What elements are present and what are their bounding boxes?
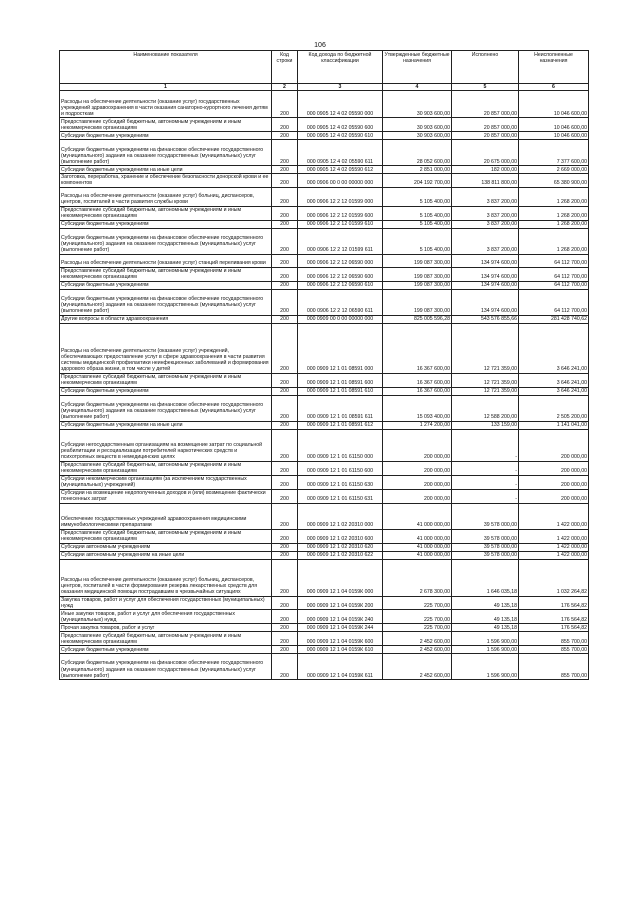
cell-remaining: 176 564,82 <box>519 596 589 609</box>
cell-executed: 3 837 200,00 <box>452 228 519 254</box>
cell-budget-code: 000 0909 12 1 01 61150 631 <box>298 489 383 503</box>
cell-line-code: 200 <box>272 187 298 206</box>
cell-executed: 1 596 900,00 <box>452 632 519 646</box>
cell-remaining: 1 422 000,00 <box>519 543 589 551</box>
cell-approved: 30 903 600,00 <box>383 118 452 132</box>
cell-budget-code: 000 0909 12 1 02 20310 622 <box>298 551 383 559</box>
cell-approved: 2 678 300,00 <box>383 559 452 596</box>
cell-remaining: 200 000,00 <box>519 461 589 475</box>
table-row <box>60 429 589 461</box>
budget-execution-table <box>59 50 589 680</box>
cell-budget-code: 000 0905 12 4 02 05590 610 <box>298 132 383 140</box>
cell-indicator-name: Субсидии бюджетным учреждениям <box>60 387 272 395</box>
cell-budget-code: 000 0909 12 1 04 0159К 600 <box>298 632 383 646</box>
cell-budget-code: 000 0906 12 2 12 06590 600 <box>298 267 383 281</box>
cell-indicator-name: Субсидии бюджетным учреждениям на иные цели <box>60 421 272 429</box>
cell-budget-code: 000 0909 12 1 01 08591 600 <box>298 373 383 387</box>
cell-approved: 200 000,00 <box>383 429 452 461</box>
cell-budget-code: 000 0909 12 1 01 61150 600 <box>298 461 383 475</box>
table-row <box>60 503 589 529</box>
cell-executed: - <box>452 461 519 475</box>
cell-indicator-name: Субсидии бюджетным учреждениям на финансовое обеспечение государственного (муниципального) задания на оказание государственных (муниципальных) услуг (выполнение работ) <box>60 289 272 315</box>
cell-budget-code: 000 0909 12 1 02 20310 000 <box>298 503 383 529</box>
cell-budget-code: 000 0909 12 1 02 20310 620 <box>298 543 383 551</box>
cell-executed: 1 646 035,18 <box>452 559 519 596</box>
cell-remaining: 200 000,00 <box>519 489 589 503</box>
cell-line-code: 200 <box>272 174 298 187</box>
cell-line-code: 200 <box>272 489 298 503</box>
column-number: 3 <box>298 84 383 91</box>
cell-executed: 133 159,00 <box>452 421 519 429</box>
cell-remaining: 10 046 600,00 <box>519 118 589 132</box>
cell-budget-code: 000 0909 12 1 02 20310 600 <box>298 529 383 543</box>
cell-executed: 49 135,18 <box>452 596 519 609</box>
table-row <box>60 323 589 373</box>
table-row <box>60 654 589 680</box>
cell-executed: - <box>452 429 519 461</box>
table-row <box>60 529 589 543</box>
cell-executed: 39 578 000,00 <box>452 529 519 543</box>
header-budget-code: Код дохода по бюджетной классификации <box>298 51 383 84</box>
cell-budget-code: 000 0909 12 1 01 08591 000 <box>298 323 383 373</box>
cell-remaining: 176 564,82 <box>519 610 589 624</box>
cell-indicator-name: Субсидии бюджетным учреждениям на финансовое обеспечение государственного (муниципального) задания на оказание государственных (муниципальных) услуг (выполнение работ) <box>60 140 272 166</box>
cell-budget-code: 000 0906 12 2 12 06590 611 <box>298 289 383 315</box>
table-row <box>60 118 589 132</box>
cell-budget-code: 000 0905 12 4 02 05590 600 <box>298 118 383 132</box>
cell-budget-code: 000 0906 12 2 12 01599 611 <box>298 228 383 254</box>
cell-approved: 199 087 300,00 <box>383 289 452 315</box>
cell-line-code: 200 <box>272 624 298 632</box>
cell-approved: 200 000,00 <box>383 461 452 475</box>
cell-approved: 41 000 000,00 <box>383 551 452 559</box>
cell-remaining: 200 000,00 <box>519 429 589 461</box>
table-row <box>60 632 589 646</box>
cell-approved: 16 367 600,00 <box>383 323 452 373</box>
cell-indicator-name: Предоставление субсидий бюджетным, автономным учреждениям и иным некоммерческим организациям <box>60 267 272 281</box>
cell-indicator-name: Прочая закупка товаров, работ и услуг <box>60 624 272 632</box>
cell-indicator-name: Субсидии бюджетным учреждениям на иные цели <box>60 166 272 174</box>
cell-remaining: 10 046 600,00 <box>519 91 589 118</box>
table-row <box>60 91 589 118</box>
cell-executed: 39 578 000,00 <box>452 551 519 559</box>
cell-remaining: 176 564,82 <box>519 624 589 632</box>
cell-indicator-name: Субсидии бюджетным учреждениям <box>60 281 272 289</box>
cell-budget-code: 000 0906 12 2 12 01599 610 <box>298 220 383 228</box>
cell-approved: 30 903 600,00 <box>383 132 452 140</box>
cell-line-code: 200 <box>272 654 298 680</box>
cell-executed: 3 837 200,00 <box>452 220 519 228</box>
table-row <box>60 559 589 596</box>
cell-line-code: 200 <box>272 610 298 624</box>
cell-line-code: 200 <box>272 395 298 421</box>
cell-remaining: 1 422 000,00 <box>519 551 589 559</box>
cell-indicator-name: Расходы на обеспечение деятельности (оказание услуг) станций переливания крови <box>60 254 272 267</box>
cell-approved: 15 093 400,00 <box>383 395 452 421</box>
cell-indicator-name: Иные закупки товаров, работ и услуг для обеспечения государственных (муниципальных) нужд <box>60 610 272 624</box>
cell-line-code: 200 <box>272 267 298 281</box>
cell-budget-code: 000 0906 12 2 12 01599 000 <box>298 187 383 206</box>
cell-approved: 16 367 600,00 <box>383 373 452 387</box>
cell-executed: - <box>452 489 519 503</box>
cell-line-code: 200 <box>272 551 298 559</box>
cell-executed: 20 675 000,00 <box>452 140 519 166</box>
column-number-row <box>60 84 589 91</box>
cell-remaining: 1 268 200,00 <box>519 228 589 254</box>
cell-line-code: 200 <box>272 118 298 132</box>
cell-indicator-name: Предоставление субсидий бюджетным, автономным учреждениям и иным некоммерческим организациям <box>60 529 272 543</box>
cell-executed: 543 576 855,66 <box>452 315 519 323</box>
cell-approved: 204 192 700,00 <box>383 174 452 187</box>
table-row <box>60 187 589 206</box>
cell-budget-code: 000 0909 00 0 00 00000 000 <box>298 315 383 323</box>
cell-executed: 3 837 200,00 <box>452 187 519 206</box>
cell-executed: 134 974 600,00 <box>452 254 519 267</box>
cell-approved: 2 452 600,00 <box>383 654 452 680</box>
cell-budget-code: 000 0909 12 1 04 0159К 240 <box>298 610 383 624</box>
cell-executed: 20 857 000,00 <box>452 118 519 132</box>
cell-line-code: 200 <box>272 387 298 395</box>
cell-indicator-name: Предоставление субсидий бюджетным, автономным учреждениям и иным некоммерческим организациям <box>60 461 272 475</box>
cell-executed: 12 721 359,00 <box>452 387 519 395</box>
cell-executed: 49 135,18 <box>452 610 519 624</box>
cell-approved: 199 087 300,00 <box>383 281 452 289</box>
table-row <box>60 610 589 624</box>
cell-line-code: 200 <box>272 421 298 429</box>
column-number: 5 <box>452 84 519 91</box>
cell-remaining: 1 032 264,82 <box>519 559 589 596</box>
cell-approved: 2 452 600,00 <box>383 646 452 654</box>
cell-executed: 20 857 000,00 <box>452 91 519 118</box>
cell-remaining: 64 112 700,00 <box>519 254 589 267</box>
cell-executed: 134 974 600,00 <box>452 289 519 315</box>
cell-line-code: 200 <box>272 323 298 373</box>
cell-budget-code: 000 0909 12 1 01 61150 000 <box>298 429 383 461</box>
cell-remaining: 2 669 000,00 <box>519 166 589 174</box>
cell-approved: 200 000,00 <box>383 489 452 503</box>
cell-line-code: 200 <box>272 559 298 596</box>
cell-executed: 134 974 600,00 <box>452 267 519 281</box>
cell-budget-code: 000 0906 12 2 12 06590 610 <box>298 281 383 289</box>
header-indicator-name: Наименование показателя <box>60 51 272 84</box>
cell-indicator-name: Расходы на обеспечение деятельности (оказание услуг) больниц, диспансеров, центров, госпиталей в части развития службы крови <box>60 187 272 206</box>
cell-line-code: 200 <box>272 315 298 323</box>
cell-remaining: 1 422 000,00 <box>519 503 589 529</box>
cell-indicator-name: Субсидии бюджетным учреждениям <box>60 132 272 140</box>
cell-remaining: 1 422 000,00 <box>519 529 589 543</box>
cell-indicator-name: Расходы на обеспечение деятельности (оказание услуг) больниц, диспансеров, центров, госпиталей в части формирования резерва лекарственных средств для оказания медицинской помощи пострадавшим в чрезвычайных ситуациях <box>60 559 272 596</box>
cell-remaining: 64 112 700,00 <box>519 289 589 315</box>
cell-line-code: 200 <box>272 543 298 551</box>
cell-remaining: 1 268 200,00 <box>519 187 589 206</box>
cell-approved: 1 274 200,00 <box>383 421 452 429</box>
cell-remaining: 200 000,00 <box>519 475 589 489</box>
cell-line-code: 200 <box>272 429 298 461</box>
table-row <box>60 475 589 489</box>
cell-executed: - <box>452 475 519 489</box>
header-executed: Исполнено <box>452 51 519 84</box>
cell-approved: 5 105 400,00 <box>383 206 452 220</box>
table-row <box>60 220 589 228</box>
cell-executed: 12 721 359,00 <box>452 373 519 387</box>
column-number: 6 <box>519 84 589 91</box>
cell-line-code: 200 <box>272 166 298 174</box>
table-row <box>60 289 589 315</box>
cell-budget-code: 000 0905 12 4 02 05590 612 <box>298 166 383 174</box>
table-row <box>60 489 589 503</box>
table-row <box>60 551 589 559</box>
cell-remaining: 281 428 740,62 <box>519 315 589 323</box>
cell-line-code: 200 <box>272 281 298 289</box>
table-row <box>60 395 589 421</box>
table-row <box>60 254 589 267</box>
cell-budget-code: 000 0909 12 1 04 0159К 244 <box>298 624 383 632</box>
cell-remaining: 7 377 600,00 <box>519 140 589 166</box>
cell-executed: 12 588 200,00 <box>452 395 519 421</box>
table-row <box>60 387 589 395</box>
cell-line-code: 200 <box>272 373 298 387</box>
cell-remaining: 855 700,00 <box>519 632 589 646</box>
cell-indicator-name: Субсидии некоммерческим организациям (за исключением государственных (муниципальных) учреждений) <box>60 475 272 489</box>
column-number: 2 <box>272 84 298 91</box>
cell-indicator-name: Субсидии автономным учреждениям на иные цели <box>60 551 272 559</box>
cell-indicator-name: Расходы на обеспечение деятельности (оказание услуг) государственных учреждений здравоохранения в части оказания санаторно-курортного лечения детям и подросткам <box>60 91 272 118</box>
cell-budget-code: 000 0909 12 1 01 08591 611 <box>298 395 383 421</box>
cell-remaining: 10 046 600,00 <box>519 132 589 140</box>
cell-line-code: 200 <box>272 646 298 654</box>
cell-approved: 30 903 600,00 <box>383 91 452 118</box>
header-row <box>60 51 589 84</box>
cell-budget-code: 000 0905 12 4 02 05590 000 <box>298 91 383 118</box>
cell-budget-code: 000 0906 12 2 12 01599 600 <box>298 206 383 220</box>
cell-budget-code: 000 0909 12 1 01 61150 630 <box>298 475 383 489</box>
header-approved: Утвержденные бюджетные назначения <box>383 51 452 84</box>
cell-indicator-name: Субсидии автономным учреждениям <box>60 543 272 551</box>
cell-line-code: 200 <box>272 206 298 220</box>
cell-remaining: 1 268 200,00 <box>519 220 589 228</box>
cell-executed: 1 596 900,00 <box>452 646 519 654</box>
cell-executed: 49 135,18 <box>452 624 519 632</box>
cell-executed: 12 721 359,00 <box>452 323 519 373</box>
cell-executed: 182 000,00 <box>452 166 519 174</box>
cell-executed: 134 974 600,00 <box>452 281 519 289</box>
header-remaining: Неисполненные назначения <box>519 51 589 84</box>
cell-line-code: 200 <box>272 254 298 267</box>
cell-remaining: 3 646 241,00 <box>519 373 589 387</box>
cell-remaining: 1 141 041,00 <box>519 421 589 429</box>
cell-approved: 2 452 600,00 <box>383 632 452 646</box>
cell-budget-code: 000 0909 12 1 04 0159К 610 <box>298 646 383 654</box>
cell-remaining: 2 505 200,00 <box>519 395 589 421</box>
column-number: 4 <box>383 84 452 91</box>
cell-indicator-name: Субсидии бюджетным учреждениям <box>60 220 272 228</box>
header-line-code: Код строки <box>272 51 298 84</box>
cell-approved: 5 105 400,00 <box>383 228 452 254</box>
cell-budget-code: 000 0905 12 4 02 05590 611 <box>298 140 383 166</box>
cell-executed: 39 578 000,00 <box>452 543 519 551</box>
table-row <box>60 646 589 654</box>
cell-budget-code: 000 0906 12 2 12 06590 000 <box>298 254 383 267</box>
cell-indicator-name: Субсидии на возмещение недополученных доходов и (или) возмещение фактически понесенных затрат <box>60 489 272 503</box>
cell-approved: 225 700,00 <box>383 624 452 632</box>
table-row <box>60 543 589 551</box>
cell-indicator-name: Предоставление субсидий бюджетным, автономным учреждениям и иным некоммерческим организациям <box>60 632 272 646</box>
cell-approved: 199 087 300,00 <box>383 254 452 267</box>
table-row <box>60 624 589 632</box>
cell-line-code: 200 <box>272 289 298 315</box>
cell-budget-code: 000 0909 12 1 04 0159К 000 <box>298 559 383 596</box>
cell-executed: 20 857 000,00 <box>452 132 519 140</box>
cell-approved: 200 000,00 <box>383 475 452 489</box>
table-body <box>60 91 589 680</box>
cell-approved: 199 087 300,00 <box>383 267 452 281</box>
cell-indicator-name: Субсидии бюджетным учреждениям <box>60 646 272 654</box>
cell-indicator-name: Закупка товаров, работ и услуг для обеспечения государственных (муниципальных) нужд <box>60 596 272 609</box>
cell-budget-code: 000 0906 00 0 00 00000 000 <box>298 174 383 187</box>
cell-approved: 2 851 000,00 <box>383 166 452 174</box>
cell-approved: 28 052 600,00 <box>383 140 452 166</box>
table-row <box>60 281 589 289</box>
cell-approved: 825 005 596,28 <box>383 315 452 323</box>
cell-line-code: 200 <box>272 228 298 254</box>
table-row <box>60 461 589 475</box>
cell-budget-code: 000 0909 12 1 04 0159К 611 <box>298 654 383 680</box>
table-row <box>60 228 589 254</box>
cell-indicator-name: Расходы на обеспечение деятельности (оказание услуг) учреждений, обеспечивающих предоставление услуг в сфере здравоохранения в части развития системы медицинской профилактики неинфекционных заболеваний и формирования здорового образа жизни, в том числе у детей <box>60 323 272 373</box>
cell-indicator-name: Предоставление субсидий бюджетным, автономным учреждениям и иным некоммерческим организациям <box>60 373 272 387</box>
cell-budget-code: 000 0909 12 1 04 0159К 200 <box>298 596 383 609</box>
cell-approved: 5 105 400,00 <box>383 187 452 206</box>
cell-remaining: 3 646 241,00 <box>519 387 589 395</box>
cell-line-code: 200 <box>272 529 298 543</box>
cell-executed: 39 578 000,00 <box>452 503 519 529</box>
cell-indicator-name: Другие вопросы в области здравоохранения <box>60 315 272 323</box>
table-row <box>60 421 589 429</box>
table-row <box>60 206 589 220</box>
table-row <box>60 140 589 166</box>
table-row <box>60 166 589 174</box>
cell-line-code: 200 <box>272 220 298 228</box>
table-row <box>60 132 589 140</box>
cell-approved: 16 367 600,00 <box>383 387 452 395</box>
cell-line-code: 200 <box>272 461 298 475</box>
cell-indicator-name: Предоставление субсидий бюджетным, автономным учреждениям и иным некоммерческим организациям <box>60 118 272 132</box>
cell-approved: 41 000 000,00 <box>383 529 452 543</box>
cell-indicator-name: Заготовка, переработка, хранение и обеспечение безопасности донорской крови и ее компонентов <box>60 174 272 187</box>
cell-indicator-name: Предоставление субсидий бюджетным, автономным учреждениям и иным некоммерческим организациям <box>60 206 272 220</box>
cell-indicator-name: Субсидии бюджетным учреждениям на финансовое обеспечение государственного (муниципального) задания на оказание государственных (муниципальных) услуг (выполнение работ) <box>60 228 272 254</box>
cell-line-code: 200 <box>272 91 298 118</box>
table-row <box>60 315 589 323</box>
cell-line-code: 200 <box>272 596 298 609</box>
cell-approved: 225 700,00 <box>383 596 452 609</box>
cell-approved: 225 700,00 <box>383 610 452 624</box>
cell-remaining: 64 112 700,00 <box>519 281 589 289</box>
cell-remaining: 3 646 241,00 <box>519 323 589 373</box>
page-number: 106 <box>314 42 326 49</box>
table-row <box>60 267 589 281</box>
cell-approved: 41 000 000,00 <box>383 543 452 551</box>
table-row <box>60 596 589 609</box>
table-row <box>60 174 589 187</box>
cell-line-code: 200 <box>272 132 298 140</box>
table-row <box>60 373 589 387</box>
cell-line-code: 200 <box>272 140 298 166</box>
cell-budget-code: 000 0909 12 1 01 08591 612 <box>298 421 383 429</box>
cell-approved: 41 000 000,00 <box>383 503 452 529</box>
cell-remaining: 64 112 700,00 <box>519 267 589 281</box>
cell-indicator-name: Обеспечение государственных учреждений здравоохранения медицинскими иммунобиологическими препаратами <box>60 503 272 529</box>
cell-indicator-name: Субсидии негосударственным организациям на возмещение затрат по социальной реабилитации и ресоциализации потребителей наркотических средств и психотропных веществ в немедицинских целях <box>60 429 272 461</box>
column-number: 1 <box>60 84 272 91</box>
cell-approved: 5 105 400,00 <box>383 220 452 228</box>
cell-line-code: 200 <box>272 503 298 529</box>
cell-indicator-name: Субсидии бюджетным учреждениям на финансовое обеспечение государственного (муниципального) задания на оказание государственных (муниципальных) услуг (выполнение работ) <box>60 654 272 680</box>
cell-executed: 3 837 200,00 <box>452 206 519 220</box>
cell-executed: 138 811 800,00 <box>452 174 519 187</box>
cell-executed: 1 596 900,00 <box>452 654 519 680</box>
cell-remaining: 65 380 900,00 <box>519 174 589 187</box>
cell-budget-code: 000 0909 12 1 01 08591 610 <box>298 387 383 395</box>
cell-remaining: 855 700,00 <box>519 646 589 654</box>
cell-indicator-name: Субсидии бюджетным учреждениям на финансовое обеспечение государственного (муниципального) задания на оказание государственных (муниципальных) услуг (выполнение работ) <box>60 395 272 421</box>
cell-line-code: 200 <box>272 475 298 489</box>
cell-remaining: 1 268 200,00 <box>519 206 589 220</box>
cell-remaining: 855 700,00 <box>519 654 589 680</box>
cell-line-code: 200 <box>272 632 298 646</box>
